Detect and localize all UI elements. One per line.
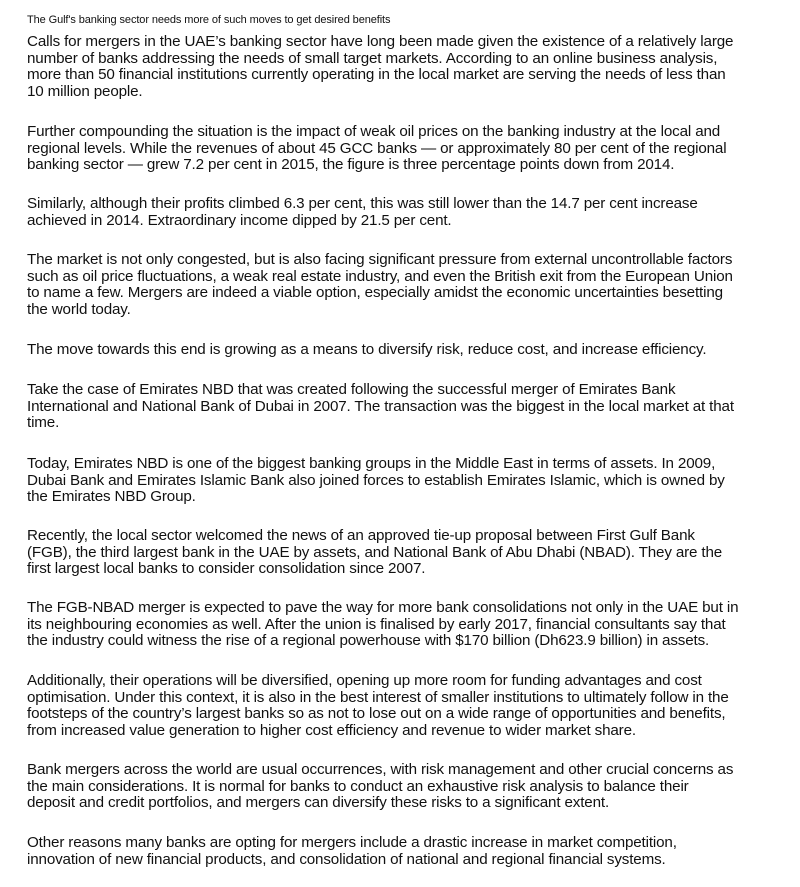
paragraph — [27, 528, 800, 578]
paragraph-line: Recently, the local sector welcomed the news of an approved tie-up proposal between First Gulf Bank — [27, 527, 695, 544]
paragraph-line: Similarly, although their profits climbed 6.3 per cent, this was still lower than the 14.7 per cent increase — [27, 195, 698, 212]
paragraph-line: first largest local banks to consider consolidation since 2007. — [27, 560, 426, 577]
paragraph — [27, 673, 800, 739]
paragraph-line: from increased value generation to higher cost efficiency and revenue to wider market share. — [27, 721, 636, 739]
paragraph-line: (FGB), the third largest bank in the UAE by assets, and National Bank of Abu Dhabi (NBAD). They are the — [27, 543, 723, 561]
paragraph-line: 10 million people. — [27, 82, 143, 100]
paragraph — [27, 835, 800, 868]
paragraph-line: Other reasons many banks are opting for mergers include a drastic increase in market competition, — [27, 834, 677, 851]
paragraph-line: the Emirates NBD Group. — [27, 488, 196, 505]
paragraph-line: the main considerations. It is normal for banks to conduct an exhaustive risk analysis to balance their — [27, 777, 689, 795]
paragraph-line: The move towards this end is growing as a means to diversify risk, reduce cost, and increase efficiency. — [27, 341, 707, 358]
paragraph-line: to name a few. Mergers are indeed a viable option, especially amidst the economic uncertainties besetting — [27, 284, 723, 301]
paragraph-line: Further compounding the situation is the impact of weak oil prices on the banking industry at the local and — [27, 123, 721, 140]
paragraph-line: Take the case of Emirates NBD that was created following the successful merger of Emirates Bank — [27, 381, 676, 398]
article-subtitle: The Gulf's banking sector needs more of such moves to get desired benefits — [27, 14, 391, 26]
paragraph-line: achieved in 2014. Extraordinary income dipped by 21.5 per cent. — [27, 211, 452, 229]
paragraph-line: such as oil price fluctuations, a weak real estate industry, and even the British exit from the European Union — [27, 267, 733, 285]
paragraph — [27, 342, 800, 359]
paragraph-line: its neighbouring economies as well. After the union is finalised by early 2017, financial consultants say that — [27, 615, 726, 633]
paragraph-line: The market is not only congested, but is also facing significant pressure from external uncontrollable factors — [27, 251, 733, 268]
paragraph — [27, 196, 800, 229]
paragraph-line: more than 50 financial institutions currently operating in the local market are serving the needs of less than — [27, 66, 726, 83]
paragraph-line: number of banks addressing the needs of small target markets. According to an online business analysis, — [27, 49, 718, 67]
paragraph — [27, 600, 800, 650]
paragraph — [27, 124, 800, 174]
paragraph-line: Additionally, their operations will be diversified, opening up more room for funding advantages and cost — [27, 672, 702, 689]
paragraph-line: International and National Bank of Dubai in 2007. The transaction was the biggest in the local market at that — [27, 397, 734, 415]
paragraph-line: Calls for mergers in the UAE’s banking sector have long been made given the existence of a relatively large — [27, 33, 734, 50]
paragraph — [27, 34, 800, 100]
paragraph — [27, 762, 800, 812]
paragraph-line: footsteps of the country’s largest banks so as not to lose out on a wide range of opportunities and benefits, — [27, 705, 726, 722]
paragraph-line: banking sector — grew 7.2 per cent in 2015, the figure is three percentage points down from 2014. — [27, 156, 675, 173]
paragraph-line: The FGB-NBAD merger is expected to pave the way for more bank consolidations not only in the UAE but in — [27, 599, 739, 616]
paragraph-line: the world today. — [27, 300, 131, 318]
paragraph — [27, 252, 800, 318]
paragraph-line: Bank mergers across the world are usual occurrences, with risk management and other crucial concerns as — [27, 761, 734, 778]
paragraph-line: innovation of new financial products, and consolidation of national and regional financial systems. — [27, 850, 666, 868]
paragraph — [27, 382, 800, 432]
paragraph-line: optimisation. Under this context, it is also in the best interest of smaller institutions to ultimately follow in the — [27, 688, 729, 706]
paragraph-line: Today, Emirates NBD is one of the biggest banking groups in the Middle East in terms of assets. In 2009, — [27, 455, 716, 472]
paragraph-line: Dubai Bank and Emirates Islamic Bank also joined forces to establish Emirates Islamic, which is owned by — [27, 471, 725, 489]
paragraph-line: deposit and credit portfolios, and mergers can diversify these risks to a significant extent. — [27, 794, 610, 811]
paragraph — [27, 456, 800, 506]
paragraph-line: time. — [27, 414, 60, 431]
paragraph-line: the industry could witness the rise of a regional powerhouse with $170 billion (Dh623.9 billion) in assets. — [27, 632, 710, 649]
paragraph-line: regional levels. While the revenues of about 45 GCC banks — or approximately 80 per cent of the regional — [27, 139, 727, 157]
